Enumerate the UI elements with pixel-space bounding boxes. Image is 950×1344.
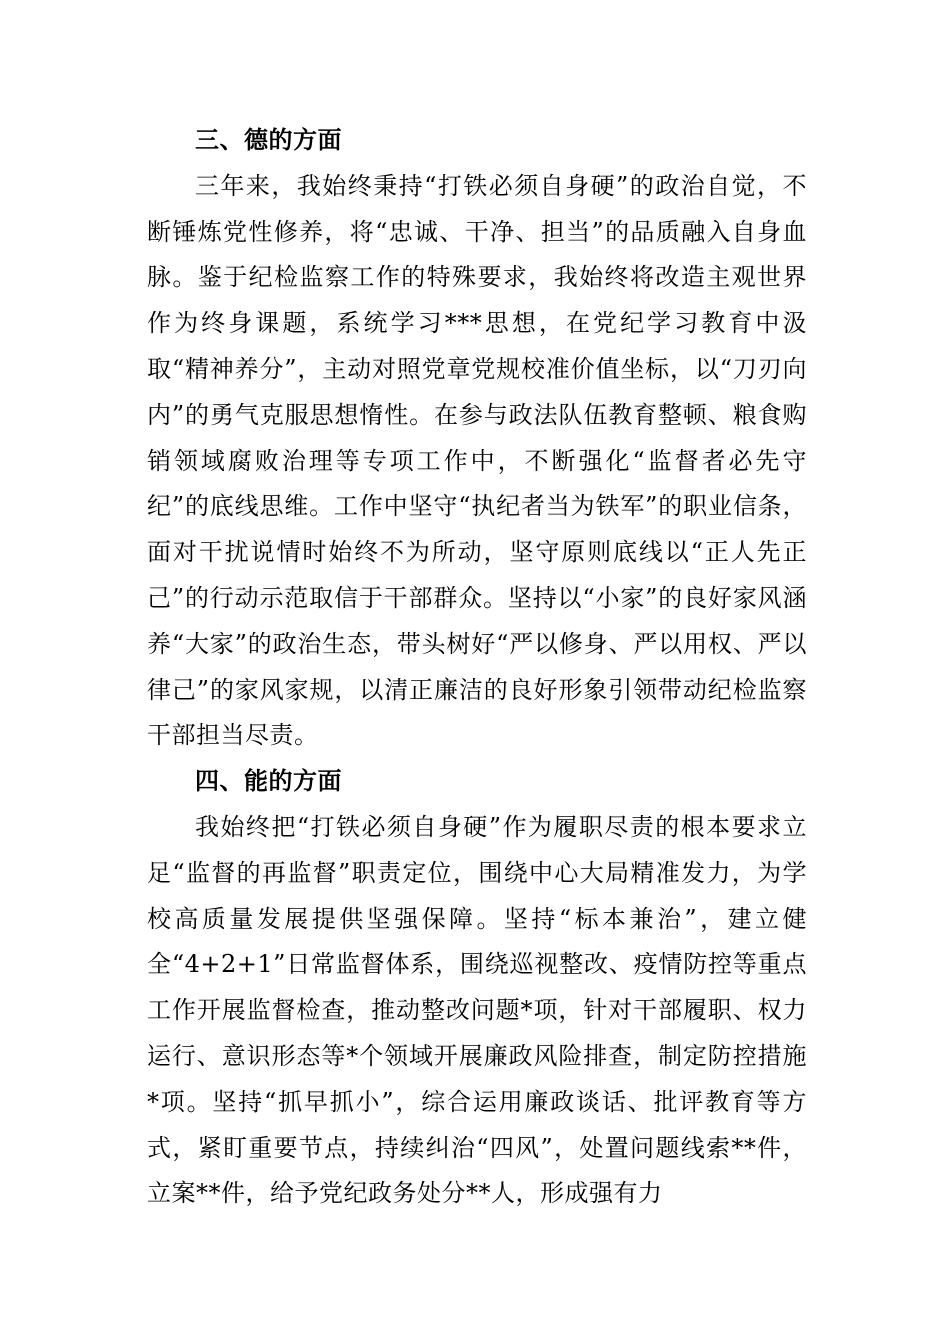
section-paragraph-virtue: 三年来，我始终秉持“打铁必须自身硬”的政治自觉，不断锤炼党性修养，将“忠诚、干净、担当”的品质融入自身血脉。鉴于纪检监察工作的特殊要求，我始终将改造主观世界作为终身课题，系统学习***思想，在党纪学习教育中汲取“精神养分”，主动对照党章党规校准价值坐标，以“刀刃向内”的勇气克服思想惰性。在参与政法队伍教育整顿、粮食购销领域腐败治理等专项工作中，不断强化“监督者必先守纪”的底线思维。工作中坚守“执纪者当为铁军”的职业信条，面对干扰说情时始终不为所动，坚守原则底线以“正人先正己”的行动示范取信于干部群众。坚持以“小家”的良好家风涵养“大家”的政治生态，带头树好“严以修身、严以用权、严以律己”的家风家规，以清正廉洁的良好形象引领带动纪检监察干部担当尽责。 bbox=[147, 171, 807, 750]
section-heading-ability: 四、能的方面 bbox=[195, 767, 342, 796]
section-heading-virtue: 三、德的方面 bbox=[195, 126, 342, 154]
document-body bbox=[147, 118, 807, 1217]
section-paragraph-ability: 我始终把“打铁必须自身硬”作为履职尽责的根本要求立足“监督的再监督”职责定位，围绕中心大局精准发力，为学校高质量发展提供坚强保障。坚持“标本兼治”，建立健全“4+2+1”日常监督体系，围绕巡视整改、疫情防控等重点工作开展监督检查，推动整改问题*项，针对干部履职、权力运行、意识形态等*个领域开展廉政风险排查，制定防控措施*项。坚持“抓早抓小”，综合运用廉政谈话、批评教育等方式，紧盯重要节点，持续纠治“四风”，处置问题线索**件，立案**件，给予党纪政务处分**人，形成强有力 bbox=[147, 812, 807, 1208]
